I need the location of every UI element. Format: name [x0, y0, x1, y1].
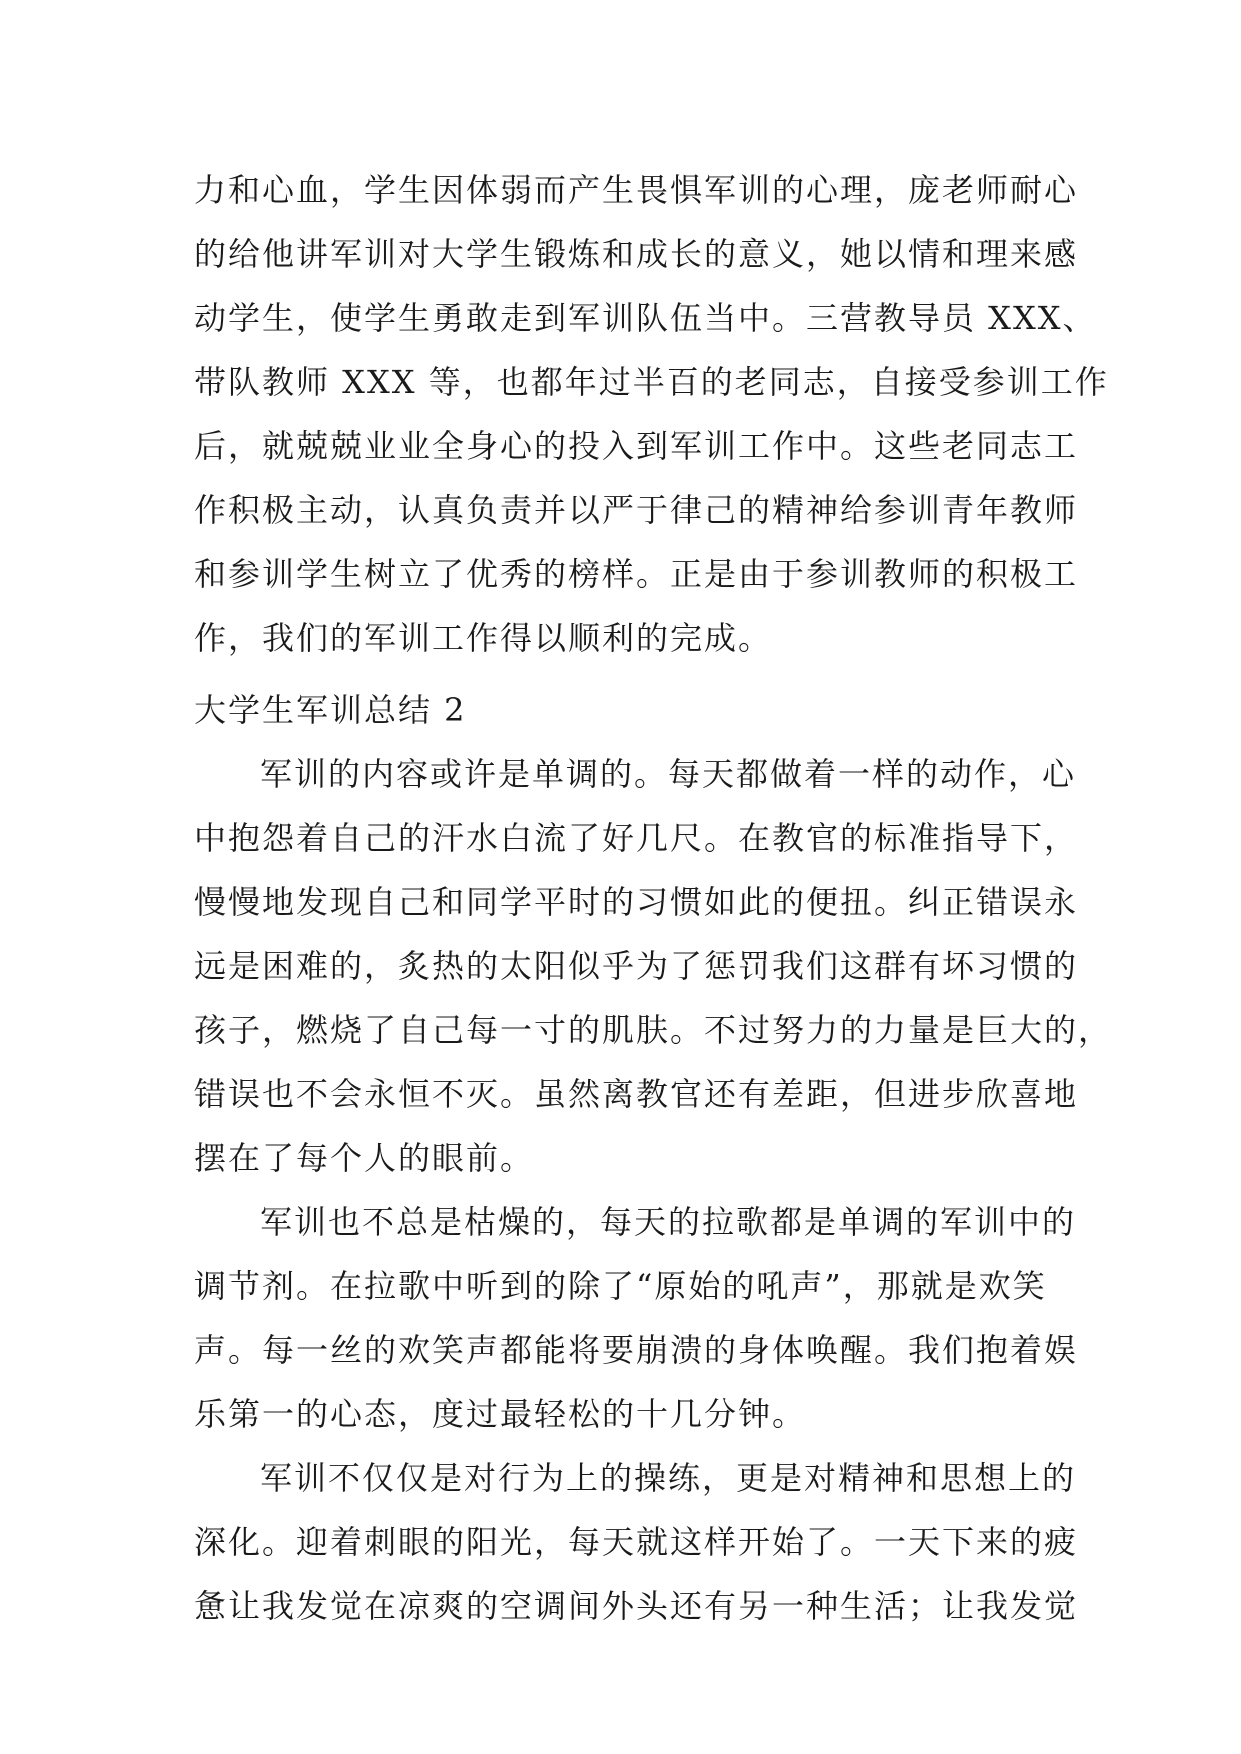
paragraph-line: 深化。迎着刺眼的阳光，每天就这样开始了。一天下来的疲: [194, 1523, 1079, 1561]
paragraph-1: [194, 742, 1113, 1190]
paragraph-line: 声。每一丝的欢笑声都能将要崩溃的身体唤醒。我们抱着娱: [194, 1331, 1079, 1369]
continuation-paragraph: [194, 158, 1109, 670]
paragraph-line: 军训也不总是枯燥的，每天的拉歌都是单调的军训中的: [260, 1203, 1077, 1241]
paragraph-3: [194, 1446, 1079, 1638]
paragraph-line: 力和心血，学生因体弱而产生畏惧军训的心理，庞老师耐心: [194, 171, 1079, 209]
paragraph-line: 的给他讲军训对大学生锻炼和成长的意义，她以情和理来感: [194, 235, 1079, 273]
paragraph-line: 军训不仅仅是对行为上的操练，更是对精神和思想上的: [260, 1459, 1077, 1497]
paragraph-line: 远是困难的，炙热的太阳似乎为了惩罚我们这群有坏习惯的: [194, 947, 1079, 985]
paragraph-line: 惫让我发觉在凉爽的空调间外头还有另一种生活；让我发觉: [194, 1587, 1079, 1625]
section-body: [194, 678, 1113, 1638]
paragraph-line: 作，我们的军训工作得以顺利的完成。: [194, 619, 773, 657]
paragraph-line: 慢慢地发现自己和同学平时的习惯如此的便扭。纠正错误永: [194, 883, 1079, 921]
paragraph-line: 军训的内容或许是单调的。每天都做着一样的动作，心: [260, 755, 1077, 793]
paragraph-line: 乐第一的心态，度过最轻松的十几分钟。: [194, 1395, 807, 1433]
paragraph-line: 后，就兢兢业业全身心的投入到军训工作中。这些老同志工: [194, 427, 1079, 465]
paragraph-line: 动学生，使学生勇敢走到军训队伍当中。三营教导员 XXX、: [194, 299, 1097, 337]
paragraph-line: 调节剂。在拉歌中听到的除了“原始的吼声”，那就是欢笑: [194, 1267, 1047, 1305]
paragraph-line: 孩子，燃烧了自己每一寸的肌肤。不过努力的力量是巨大的，: [194, 1011, 1113, 1049]
paragraph-line: 错误也不会永恒不灭。虽然离教官还有差距，但进步欣喜地: [194, 1075, 1079, 1113]
paragraph-line: 摆在了每个人的眼前。: [194, 1139, 535, 1177]
paragraph-2: [194, 1190, 1079, 1446]
paragraph-line: 和参训学生树立了优秀的榜样。正是由于参训教师的积极工: [194, 555, 1079, 593]
section-title: 大学生军训总结 2: [194, 691, 467, 729]
paragraph-line: 中抱怨着自己的汗水白流了好几尺。在教官的标准指导下，: [194, 819, 1079, 857]
paragraph-line: 作积极主动，认真负责并以严于律己的精神给参训青年教师: [194, 491, 1079, 529]
paragraph-line: 带队教师 XXX 等，也都年过半百的老同志，自接受参训工作: [194, 363, 1109, 401]
